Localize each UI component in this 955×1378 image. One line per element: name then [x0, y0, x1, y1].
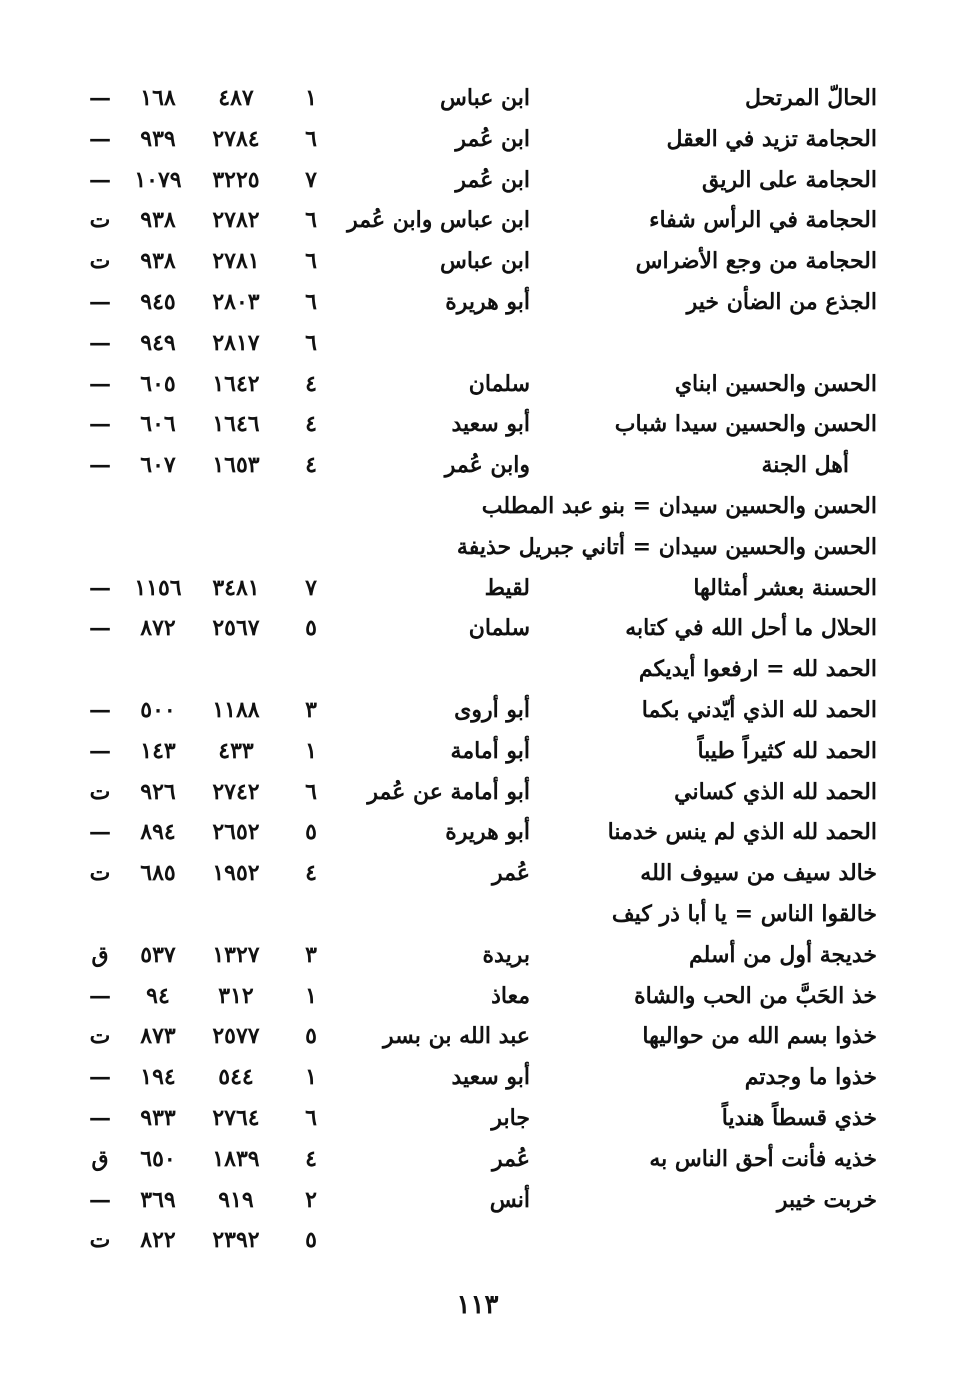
volume-number: ١ [305, 982, 317, 1009]
volume-number: ٦ [305, 207, 317, 234]
index-row [0, 1139, 955, 1180]
page-reference: ٩٣٣ [140, 1104, 176, 1131]
index-row [0, 976, 955, 1017]
hadith-phrase: الحجامة من وجع الأضراس [635, 248, 877, 275]
hadith-phrase [537, 1220, 877, 1261]
hadith-number: ٢٧٨١ [212, 248, 260, 275]
hadith-number: ٢٧٨٤ [212, 125, 260, 152]
hadith-phrase: خذوا ما وجدتم [744, 1064, 877, 1091]
index-row [0, 1098, 955, 1139]
hadith-phrase: خذيه فأنت أحق الناس به [649, 1145, 877, 1172]
narrator: أبو أمامة عن عُمر [367, 778, 530, 805]
narrator: أبو سعيد [451, 1064, 530, 1091]
grade-mark: ت [89, 207, 111, 234]
page-reference: ٥٣٧ [140, 941, 176, 968]
volume-number: ٦ [305, 329, 317, 356]
hadith-phrase: الحسن والحسين سيدان = بنو عبد المطلب [481, 492, 877, 519]
grade-mark: — [89, 125, 111, 152]
hadith-number: ٤٣٣ [218, 737, 254, 764]
volume-number: ٦ [305, 288, 317, 315]
hadith-number: ١٦٤٦ [212, 411, 260, 438]
hadith-number: ٢٣٩٢ [212, 1227, 260, 1254]
volume-number: ٥ [305, 615, 317, 642]
narrator: وابن عُمر [444, 452, 530, 479]
grade-mark: ق [91, 941, 109, 968]
index-row [0, 78, 955, 119]
page-reference: ٨٧٣ [140, 1023, 176, 1050]
narrator: عُمر [492, 860, 530, 887]
index-row [0, 690, 955, 731]
index-row [0, 812, 955, 853]
hadith-number: ٩١٩ [218, 1186, 254, 1213]
volume-number: ٤ [305, 860, 317, 887]
page-reference: ٩٢٦ [140, 778, 176, 805]
hadith-phrase: الحمد لله = ارفعوا أيديكم [638, 656, 877, 683]
index-row [0, 160, 955, 201]
hadith-number: ٣٤٨١ [212, 574, 260, 601]
index-row [0, 1180, 955, 1221]
grade-mark: ت [89, 248, 111, 275]
cross-reference-row [0, 649, 955, 690]
volume-number: ٣ [305, 941, 317, 968]
page-reference: ٦٨٥ [140, 860, 176, 887]
narrator: أبو أروى [454, 696, 530, 723]
volume-number: ٦ [305, 248, 317, 275]
hadith-phrase: الحمد لله الذي كساني [674, 778, 877, 805]
index-row [0, 445, 955, 486]
hadith-phrase: خديجة أول من أسلم [689, 941, 877, 968]
page-reference: ١٤٣ [140, 737, 176, 764]
narrator [330, 1220, 530, 1261]
volume-number: ٤ [305, 452, 317, 479]
index-row [0, 731, 955, 772]
volume-number: ١ [305, 737, 317, 764]
hadith-number: ٥٤٤ [218, 1064, 254, 1091]
narrator: معاذ [491, 982, 530, 1009]
narrator: ابن عباس وابن عُمر [347, 207, 530, 234]
hadith-number: ٢٥٧٧ [212, 1023, 260, 1050]
narrator: سلمان [468, 615, 530, 642]
grade-mark: ت [89, 1227, 111, 1254]
hadith-phrase: الحمد لله الذي لم ينس خدمنا [607, 819, 877, 846]
grade-mark: — [89, 85, 111, 111]
grade-mark: — [89, 1064, 111, 1091]
narrator: عبد الله بن بسر [383, 1023, 530, 1050]
volume-number: ٤ [305, 370, 317, 397]
hadith-phrase: خذوا بسم الله من حواليها [642, 1023, 877, 1050]
narrator: جابر [491, 1104, 530, 1131]
index-row [0, 241, 955, 282]
index-row [0, 364, 955, 405]
page-reference: ٨٩٤ [140, 819, 176, 846]
page-reference: ١١٥٦ [134, 574, 182, 601]
volume-number: ٧ [305, 574, 317, 601]
grade-mark: ت [89, 860, 111, 887]
hadith-phrase: الحجامة تزيد في العقل [666, 125, 877, 152]
grade-mark: — [89, 615, 111, 642]
index-row [0, 853, 955, 894]
page-reference: ٩٣٨ [140, 207, 176, 234]
index-row [0, 323, 955, 364]
page-reference: ٩٣٨ [140, 248, 176, 275]
index-row [0, 1220, 955, 1261]
page-reference: ٥٠٠ [140, 696, 176, 723]
volume-number: ٦ [305, 1104, 317, 1131]
volume-number: ٤ [305, 1145, 317, 1172]
grade-mark: — [89, 329, 111, 356]
narrator: أنس [489, 1186, 530, 1213]
grade-mark: ت [89, 778, 111, 805]
index-row [0, 1016, 955, 1057]
hadith-phrase: خربت خيبر [776, 1186, 877, 1213]
hadith-number: ١٦٥٣ [212, 452, 260, 479]
index-row [0, 568, 955, 609]
hadith-phrase: الحسن والحسين سيدا شباب [614, 411, 877, 438]
hadith-number: ١١٨٨ [212, 696, 260, 723]
page-reference: ١٩٤ [140, 1064, 176, 1091]
hadith-phrase: خذ الحَبَّ من الحب والشاة [634, 982, 877, 1009]
narrator: ابن عباس [440, 248, 530, 275]
grade-mark: ق [91, 1145, 109, 1172]
volume-number: ٥ [305, 819, 317, 846]
volume-number: ١ [305, 85, 317, 111]
grade-mark: — [89, 1104, 111, 1131]
index-row [0, 200, 955, 241]
page-reference: ٨٢٢ [140, 1227, 176, 1254]
grade-mark: — [89, 1186, 111, 1213]
grade-mark: ت [89, 1023, 111, 1050]
volume-number: ٧ [305, 166, 317, 193]
hadith-phrase: الحسنة بعشر أمثالها [693, 574, 877, 601]
hadith-number: ٢٥٦٧ [212, 615, 260, 642]
volume-number: ٦ [305, 778, 317, 805]
page-reference: ٩٤٩ [140, 329, 176, 356]
hadith-number: ١٦٤٢ [212, 370, 260, 397]
grade-mark: — [89, 696, 111, 723]
hadith-phrase: خالقوا الناس = يا أبا ذر كيف [611, 900, 877, 927]
volume-number: ٥ [305, 1227, 317, 1254]
page-reference: ١٠٧٩ [134, 166, 182, 193]
hadith-phrase [537, 323, 877, 364]
grade-mark: — [89, 819, 111, 846]
hadith-number: ٢٨١٧ [212, 329, 260, 356]
narrator: ابن عُمر [455, 166, 530, 193]
hadith-phrase: الحسن والحسين سيدان = أتاني جبريل حذيفة [456, 533, 877, 560]
page-reference: ٣٦٩ [140, 1186, 176, 1213]
hadith-number: ٢٧٦٤ [212, 1104, 260, 1131]
page-reference: ٦٥٠ [140, 1145, 176, 1172]
page-reference: ٩٣٩ [140, 125, 176, 152]
narrator: ابن عباس [440, 85, 530, 111]
narrator: أبو أمامة [450, 737, 530, 764]
grade-mark: — [89, 982, 111, 1009]
hadith-number: ٢٨٠٣ [212, 288, 260, 315]
grade-mark: — [89, 452, 111, 479]
volume-number: ١ [305, 1064, 317, 1091]
volume-number: ٤ [305, 411, 317, 438]
hadith-phrase: الحمد لله كثيراً طيباً [697, 737, 877, 764]
index-row [0, 119, 955, 160]
hadith-phrase: الحسن والحسين ابناي [674, 370, 877, 397]
volume-number: ٦ [305, 125, 317, 152]
hadith-number: ١٨٣٩ [212, 1145, 260, 1172]
index-row [0, 608, 955, 649]
hadith-phrase: أهل الجنة [761, 452, 849, 479]
narrator: لقيط [484, 574, 530, 601]
hadith-phrase: الحلال ما أحل الله في كتابه [625, 615, 877, 642]
grade-mark: — [89, 737, 111, 764]
narrator [330, 323, 530, 364]
hadith-number: ٢٧٨٢ [212, 207, 260, 234]
cross-reference-row [0, 486, 955, 527]
grade-mark: — [89, 411, 111, 438]
hadith-phrase: خذي قسطاً هندياً [721, 1104, 877, 1131]
narrator: بريدة [482, 941, 530, 968]
index-row [0, 772, 955, 813]
hadith-number: ٣١٢ [218, 982, 254, 1009]
volume-number: ٢ [305, 1186, 317, 1213]
hadith-number: ٤٨٧ [218, 85, 254, 111]
index-row [0, 282, 955, 323]
index-row [0, 935, 955, 976]
page-reference: ٩٤٥ [140, 288, 176, 315]
cross-reference-row [0, 894, 955, 935]
page-number: ١١٣ [456, 1290, 499, 1320]
page-reference: ١٦٨ [140, 85, 176, 111]
hadith-phrase: الحمد لله الذي أيّدني بكما [641, 696, 877, 723]
narrator: سلمان [468, 370, 530, 397]
page-reference: ٩٤ [146, 982, 170, 1009]
index-row [0, 404, 955, 445]
hadith-phrase: الحجامة على الريق [702, 166, 877, 193]
hadith-number: ٣٢٢٥ [212, 166, 260, 193]
grade-mark: — [89, 288, 111, 315]
index-row [0, 1057, 955, 1098]
narrator: أبو سعيد [451, 411, 530, 438]
hadith-number: ٢٧٤٢ [212, 778, 260, 805]
narrator: أبو هريرة [445, 288, 530, 315]
volume-number: ٥ [305, 1023, 317, 1050]
page-reference: ٦٠٥ [140, 370, 176, 397]
cross-reference-row [0, 527, 955, 568]
narrator: أبو هريرة [445, 819, 530, 846]
page-reference: ٦٠٧ [140, 452, 176, 479]
hadith-index-table [0, 78, 955, 1261]
grade-mark: — [89, 370, 111, 397]
hadith-number: ١٣٢٧ [212, 941, 260, 968]
hadith-phrase: الحالّ المرتحل [744, 85, 877, 111]
page-reference: ٦٠٦ [140, 411, 176, 438]
hadith-number: ١٩٥٢ [212, 860, 260, 887]
grade-mark: — [89, 574, 111, 601]
page-reference: ٨٧٢ [140, 615, 176, 642]
narrator: ابن عُمر [455, 125, 530, 152]
hadith-number: ٢٦٥٢ [212, 819, 260, 846]
hadith-phrase: الجذع من الضأن خير [686, 288, 877, 315]
volume-number: ٣ [305, 696, 317, 723]
hadith-phrase: الحجامة في الرأس شفاء [649, 207, 877, 234]
narrator: عُمر [492, 1145, 530, 1172]
hadith-phrase: خالد سيف من سيوف الله [640, 860, 877, 887]
grade-mark: — [89, 166, 111, 193]
